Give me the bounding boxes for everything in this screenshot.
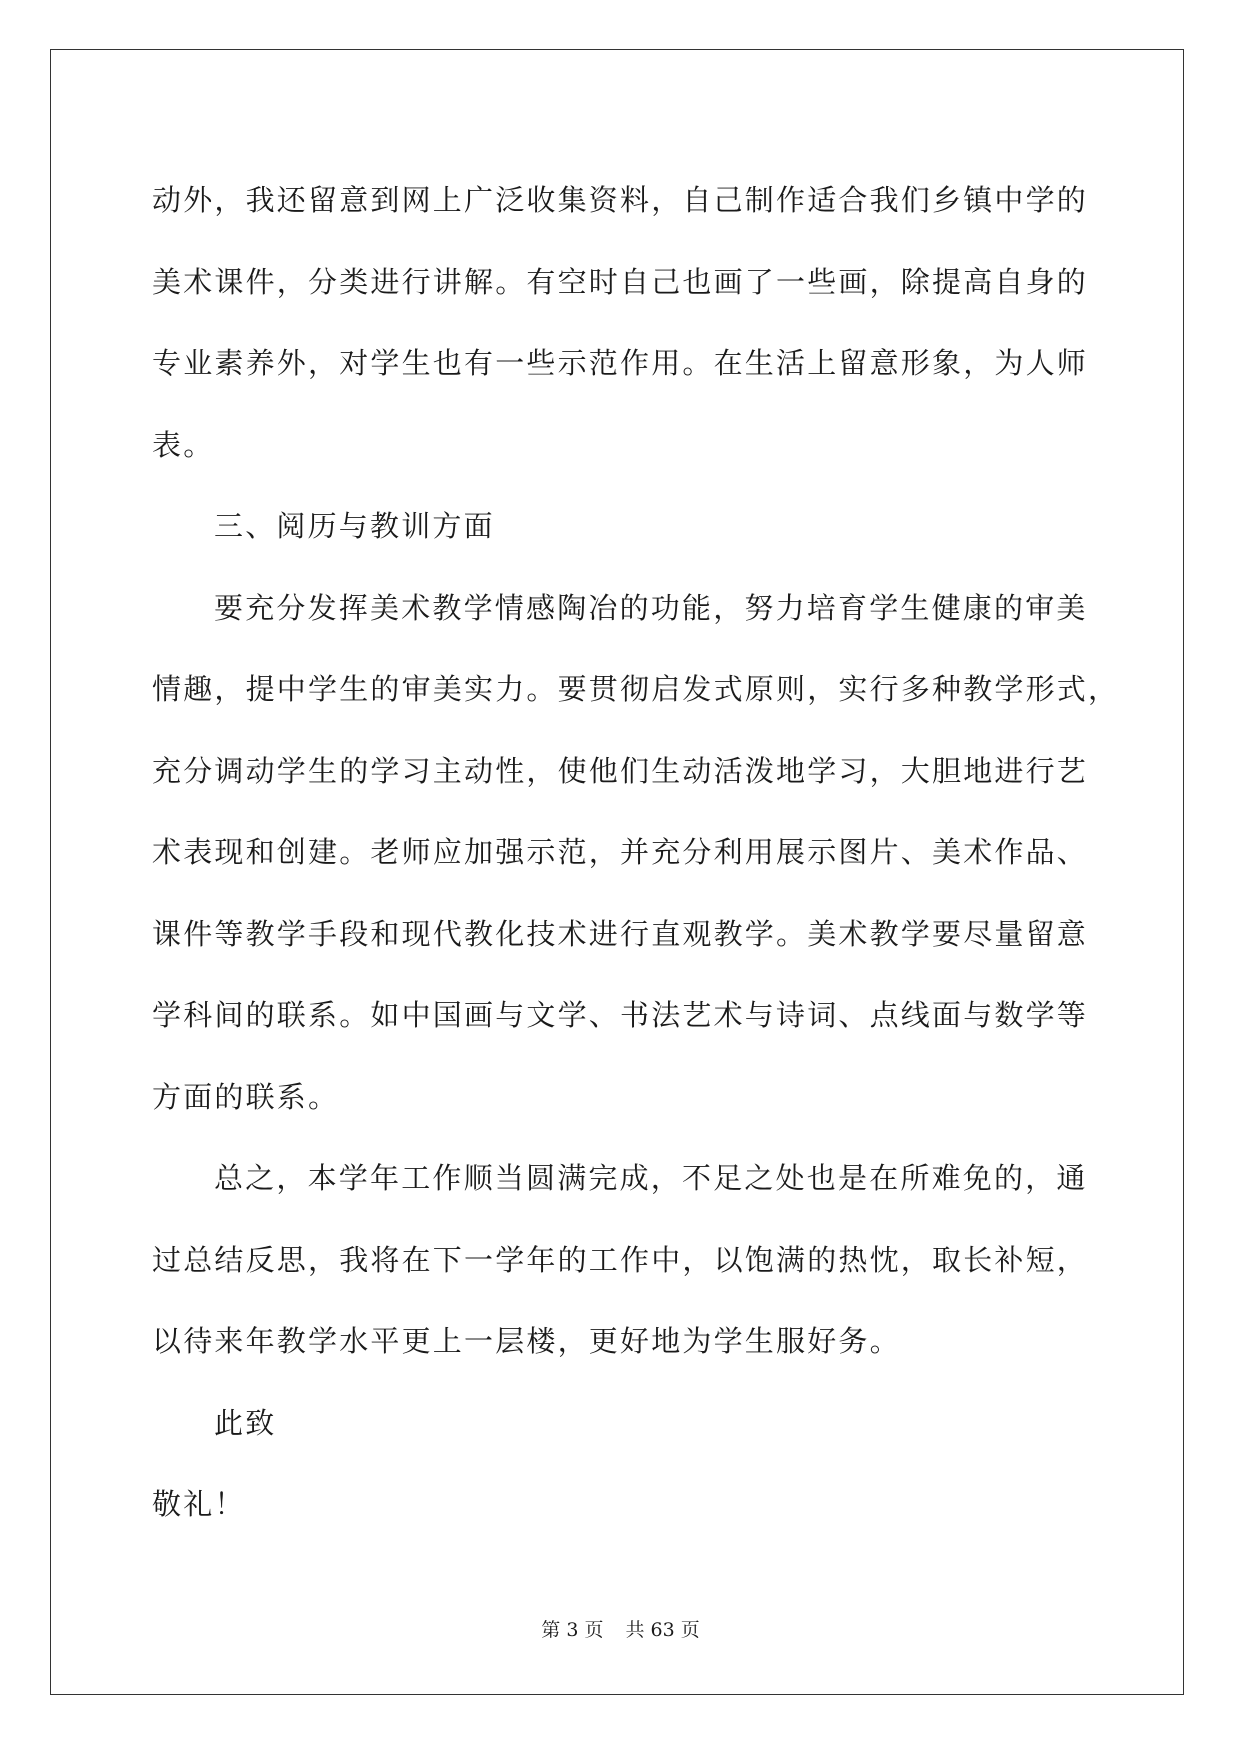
text-line: 总之，本学年工作顺当圆满完成，不足之处也是在所难免的，通 [214, 1161, 1088, 1195]
continuation-paragraph [152, 160, 1092, 486]
text-line: 要充分发挥美术教学情感陶冶的功能，努力培育学生健康的审美 [214, 590, 1088, 625]
text-line: 过总结反思，我将在下一学年的工作中，以饱满的热忱，取长补短， [152, 1242, 1089, 1277]
text-line: 术表现和创建。老师应加强示范，并充分利用展示图片、美术作品、 [152, 835, 1089, 869]
text-line: 情趣，提中学生的审美实力。要贯彻启发式原则，实行多种教学形式， [152, 672, 1120, 706]
salutation-text: 敬礼！ [152, 1487, 246, 1521]
closing-text: 此致 [214, 1405, 277, 1440]
summary-paragraph [152, 1138, 1092, 1383]
section-heading [152, 486, 1092, 568]
document-body [152, 160, 1120, 1546]
text-line: 专业素养外，对学生也有一些示范作用。在生活上留意形象，为人师 [152, 346, 1089, 380]
closing-phrase [152, 1383, 1092, 1465]
text-line: 课件等教学手段和现代教化技术进行直观教学。美术教学要尽量留意 [152, 916, 1089, 951]
salutation [152, 1464, 1092, 1546]
page-number: 第 3 页 [541, 1619, 604, 1641]
page-total: 共 63 页 [625, 1619, 700, 1641]
heading-text: 三、阅历与教训方面 [214, 509, 495, 543]
experience-paragraph [152, 568, 1120, 1139]
text-line: 学科间的联系。如中国画与文学、书法艺术与诗词、点线面与数学等 [152, 998, 1089, 1032]
text-line: 表。 [152, 427, 215, 462]
text-line: 以待来年教学水平更上一层楼，更好地为学生服好务。 [152, 1324, 901, 1358]
text-line: 美术课件，分类进行讲解。有空时自己也画了一些画，除提高自身的 [152, 264, 1089, 299]
text-line: 充分调动学生的学习主动性，使他们生动活泼地学习，大胆地进行艺 [152, 753, 1089, 788]
text-line: 方面的联系。 [152, 1079, 340, 1114]
page-footer [0, 1618, 1241, 1642]
text-line: 动外，我还留意到网上广泛收集资料，自己制作适合我们乡镇中学的 [152, 183, 1089, 217]
